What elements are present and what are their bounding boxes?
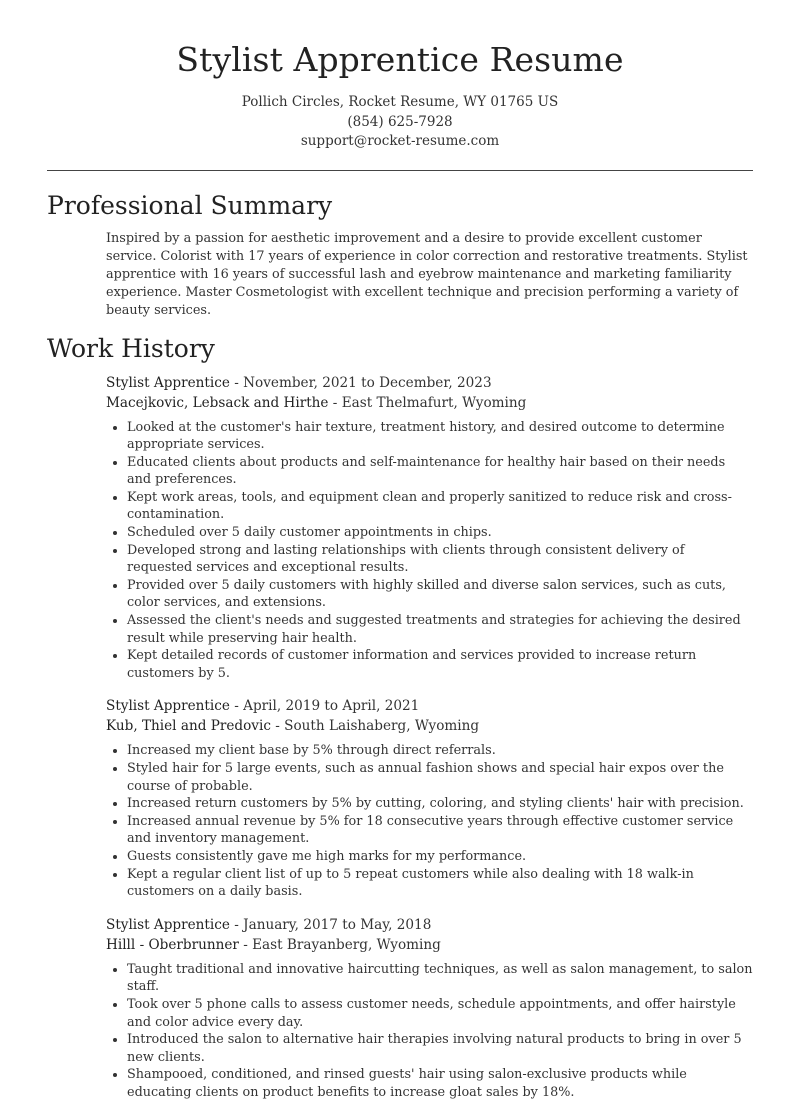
job-title-line [106, 373, 753, 393]
resume-title: Stylist Apprentice Resume [176, 40, 624, 79]
work-history-heading: Work History [47, 333, 215, 363]
job-bullet: • Increased return customers by 5% by cutting, coloring, and styling clients' hair with precision. [127, 795, 753, 813]
job-bullet: • Introduced the salon to alternative hair therapies involving natural products to bring in over 5 new clients. [127, 1031, 753, 1066]
contact-address: Pollich Circles, Rocket Resume, WY 01765 US [241, 94, 559, 110]
job-location: - South Laishaberg, Wyoming [270, 718, 480, 735]
job-title: Stylist Apprentice [106, 698, 230, 715]
job-dates: - April, 2019 to April, 2021 [229, 698, 420, 715]
job-bullet: • Taught traditional and innovative haircutting techniques, as well as salon management, to salon staff. [127, 961, 753, 996]
job-bullet: • Styled hair for 5 large events, such as annual fashion shows and special hair expos over the course of probable. [127, 760, 753, 795]
job-company: Hilll - Oberbrunner [106, 936, 239, 953]
job-entry [106, 915, 753, 1102]
job-bullet: • Kept detailed records of customer information and services provided to increase return customers by 5. [127, 647, 753, 682]
job-entry [106, 373, 753, 683]
job-bullets [106, 419, 753, 683]
job-bullet: • Took over 5 phone calls to assess customer needs, schedule appointments, and offer hairstyle and color advice every day. [127, 996, 753, 1031]
job-location: - East Thelmafurt, Wyoming [328, 394, 527, 411]
job-bullets [106, 742, 753, 900]
job-bullet: • Kept work areas, tools, and equipment clean and properly sanitized to reduce risk and cross-contamination. [127, 489, 753, 524]
job-bullet: • Guests consistently gave me high marks for my performance. [127, 848, 753, 866]
job-bullet: • Provided over 5 daily customers with highly skilled and diverse salon services, such as cuts, color services, and extensions. [127, 577, 753, 612]
header-divider [47, 170, 753, 171]
job-bullet: • Increased my client base by 5% through direct referrals. [127, 742, 753, 760]
job-bullet: • Shampooed, conditioned, and rinsed guests' hair using salon-exclusive products while educating clients on product benefits to increase gloat sales by 18%. [127, 1066, 753, 1101]
summary-heading: Professional Summary [47, 190, 333, 220]
resume-header [0, 0, 800, 152]
job-company: Kub, Thiel and Predovic [106, 718, 271, 735]
job-company: Macejkovic, Lebsack and Hirthe [106, 394, 329, 411]
contact-email[interactable]: support@rocket-resume.com [300, 133, 500, 149]
job-company-line [106, 935, 753, 955]
job-title: Stylist Apprentice [106, 374, 230, 391]
job-company-line [106, 716, 753, 736]
job-title-line [106, 915, 753, 935]
contact-block [0, 93, 800, 152]
job-bullet: • Educated clients about products and self-maintenance for healthy hair based on their needs and preferences. [127, 454, 753, 489]
job-location: - East Brayanberg, Wyoming [238, 936, 441, 953]
job-bullet: • Scheduled over 5 daily customer appointments in chips. [127, 524, 753, 542]
job-bullet: • Developed strong and lasting relationships with clients through consistent delivery of requested services and exceptional results. [127, 542, 753, 577]
job-company-line [106, 393, 753, 413]
summary-text: Inspired by a passion for aesthetic improvement and a desire to provide excellent customer service. Colorist with 17 years of experience in color correction and restorative treatments. Stylist apprentice with 16 years of successful lash and eyebrow maintenance and marketing familiarity experience. Master Cosmetologist with excellent technique and precision performing a variety of beauty services. [106, 230, 748, 318]
job-title: Stylist Apprentice [106, 916, 230, 933]
job-entry [106, 696, 753, 900]
job-bullet: • Assessed the client's needs and suggested treatments and strategies for achieving the desired result while preserving hair health. [127, 612, 753, 647]
job-dates: - November, 2021 to December, 2023 [229, 374, 492, 391]
work-history-list [0, 373, 800, 1102]
job-title-line [106, 696, 753, 716]
contact-phone: (854) 625-7928 [347, 113, 453, 130]
job-bullet: • Kept a regular client list of up to 5 repeat customers while also dealing with 18 walk-in customers on a daily basis. [127, 866, 753, 901]
job-bullets [106, 961, 753, 1102]
job-dates: - January, 2017 to May, 2018 [229, 916, 432, 933]
job-bullet: • Increased annual revenue by 5% for 18 consecutive years through effective customer service and inventory management. [127, 813, 753, 848]
job-bullet: • Looked at the customer's hair texture, treatment history, and desired outcome to determine appropriate services. [127, 419, 753, 454]
